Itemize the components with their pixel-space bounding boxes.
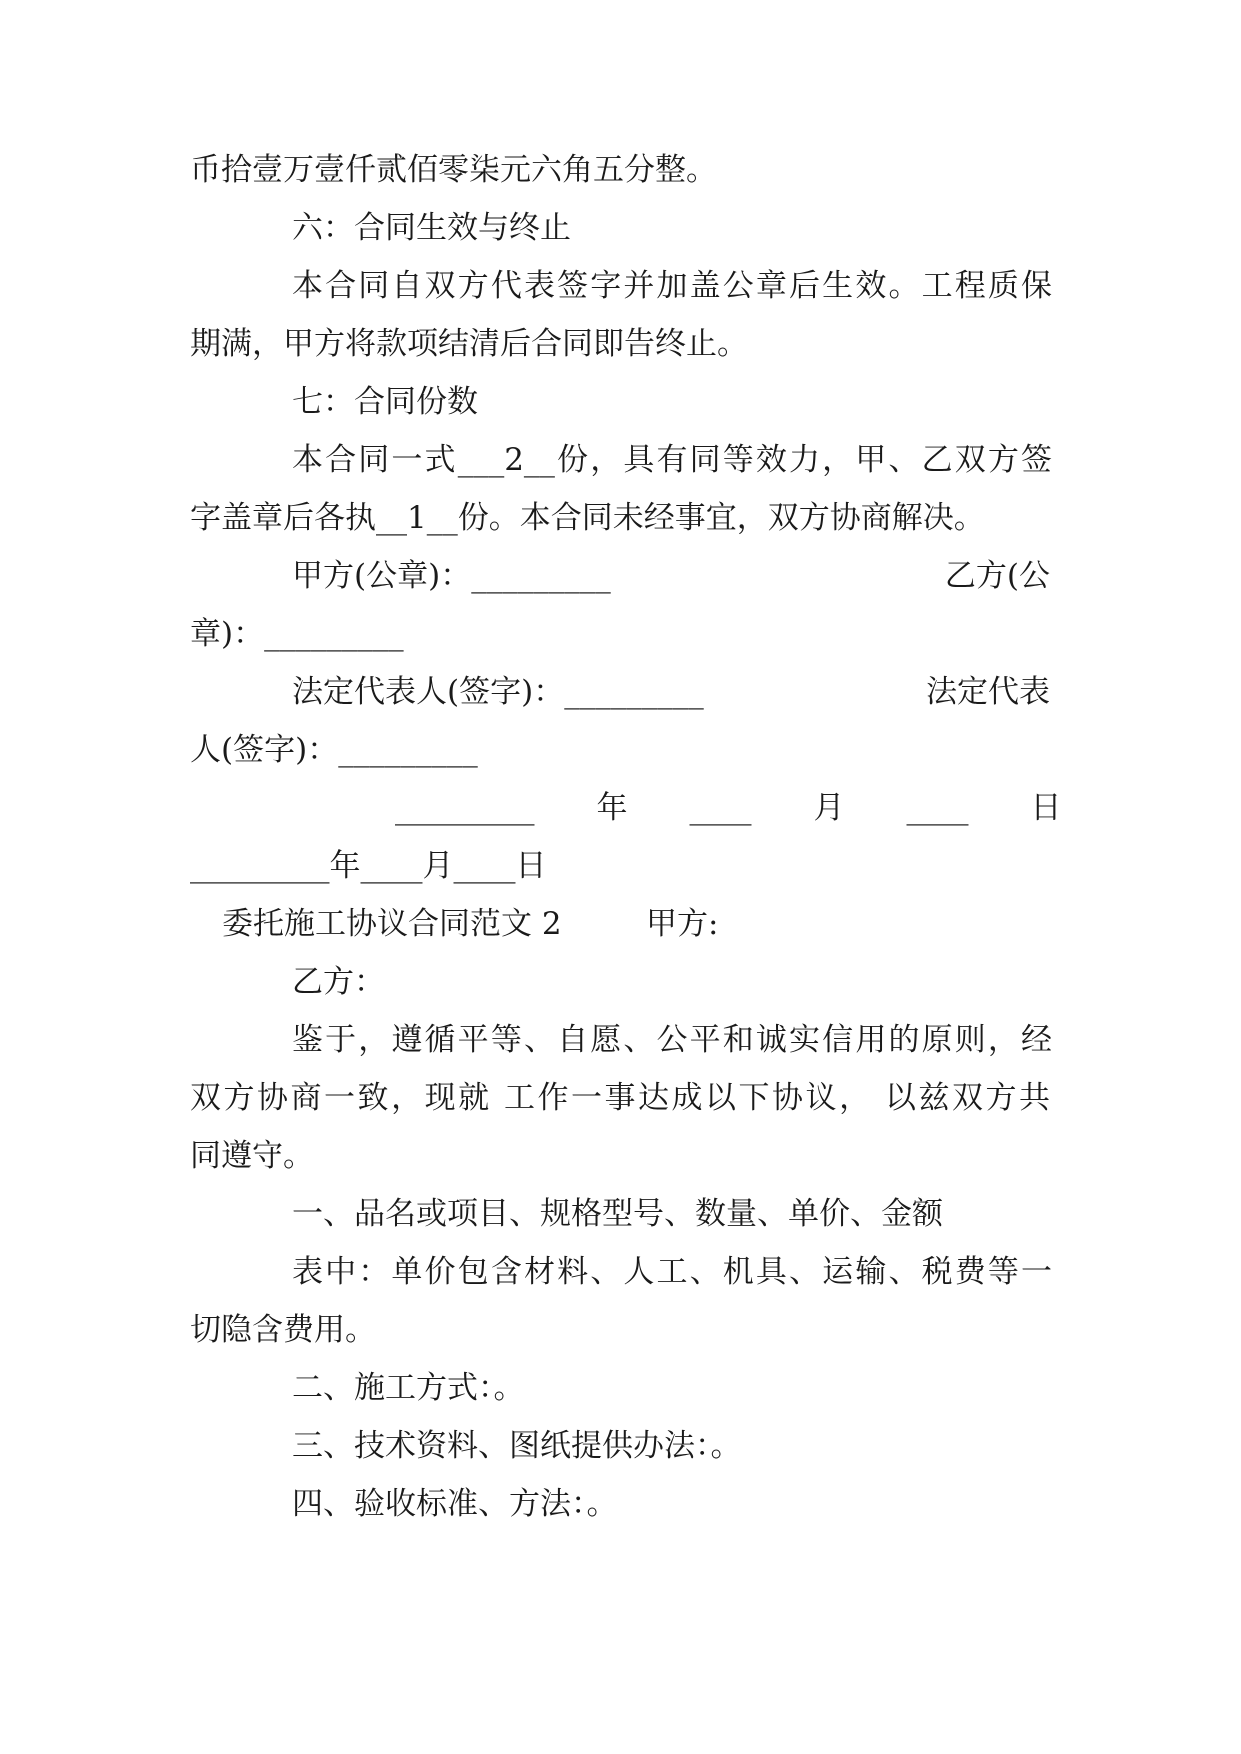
- section-heading-three: 三、技术资料、图纸提供办法：。: [292, 1428, 742, 1464]
- text-line: 表中：单价包含材料、人工、机具、运输、税费等一: [292, 1254, 1052, 1290]
- text-line: 期满，甲方将款项结清后合同即告终止。: [190, 326, 748, 362]
- text-line: 切隐含费用。: [190, 1312, 376, 1348]
- date-line: _________年____月____日: [190, 848, 547, 884]
- text-line: 本合同一式___2__份，具有同等效力，甲、乙双方签: [292, 442, 1052, 478]
- text-line: 章)：_________: [190, 616, 404, 652]
- party-a-label: 甲方:: [646, 906, 719, 942]
- party-a-seal-label: 甲方(公章)：_________: [292, 558, 611, 594]
- text-line: 字盖章后各执__1__份。本合同未经事宜，双方协商解决。: [190, 500, 985, 536]
- section-heading-one: 一、品名或项目、规格型号、数量、单价、金额: [292, 1196, 943, 1232]
- text-line: 双方协商一致，现就 工作一事达成以下协议， 以兹双方共: [190, 1080, 1050, 1116]
- section-heading-four: 四、验收标准、方法：。: [292, 1486, 618, 1522]
- text-line: 鉴于，遵循平等、自愿、公平和诚实信用的原则，经: [292, 1022, 1052, 1058]
- party-a-representative-label: 法定代表人(签字)：_________: [292, 674, 704, 710]
- party-b-seal-label: 乙方(公: [944, 558, 1050, 594]
- document-title: 委托施工协议合同范文 2: [222, 906, 562, 942]
- date-line: _________ 年 ____ 月 ____ 日: [395, 790, 1062, 826]
- party-b-representative-label: 法定代表: [926, 674, 1050, 710]
- text-line: 本合同自双方代表签字并加盖公章后生效。工程质保: [292, 268, 1052, 304]
- text-line: 币拾壹万壹仟贰佰零柒元六角五分整。: [190, 152, 717, 188]
- section-heading-six: 六：合同生效与终止: [292, 210, 571, 246]
- party-b-label: 乙方：: [292, 964, 385, 1000]
- text-line: 人(签字)：_________: [190, 732, 478, 768]
- section-heading-two: 二、施工方式：。: [292, 1370, 525, 1406]
- text-line: 同遵守。: [190, 1138, 314, 1174]
- section-heading-seven: 七：合同份数: [292, 384, 478, 420]
